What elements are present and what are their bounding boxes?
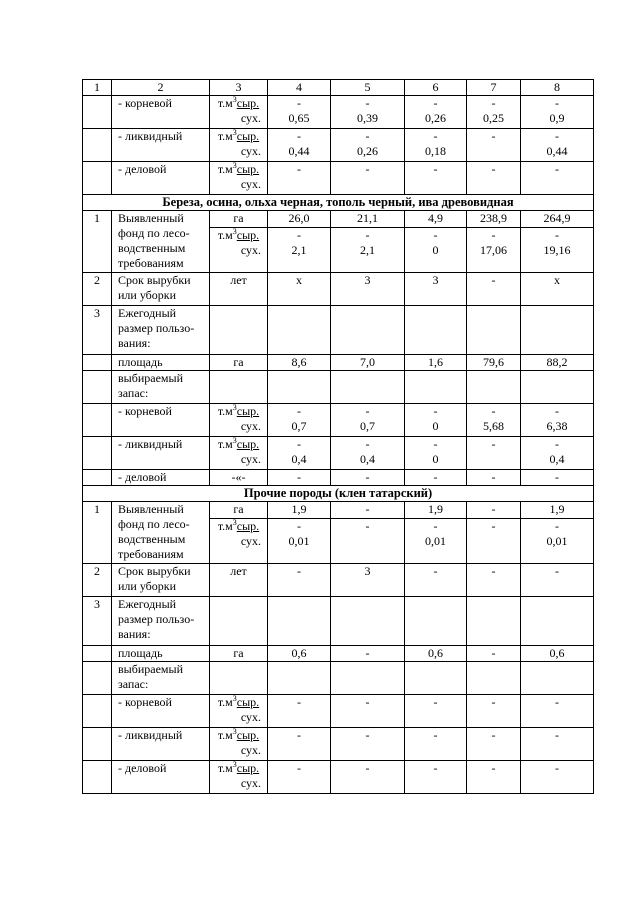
unit-suh: сух.	[240, 452, 261, 466]
value-cell: х	[268, 273, 331, 306]
cell-line: 6,38	[546, 419, 568, 433]
section-title: Прочие породы (клен татарский)	[83, 486, 594, 502]
row-number	[83, 728, 112, 761]
header-cell: 2	[112, 80, 210, 96]
value-cell: -	[331, 646, 405, 662]
cell-line: водственным	[118, 241, 186, 255]
cell-line: -	[297, 129, 301, 143]
value-cell: 79,6	[467, 355, 521, 371]
cell-line: вания:	[118, 627, 151, 641]
header-cell: 5	[331, 80, 405, 96]
cell-line: 0	[432, 452, 439, 466]
row-label	[112, 306, 210, 355]
unit-suh: сух.	[240, 776, 261, 790]
fund-row	[83, 502, 594, 519]
value-cell	[467, 404, 521, 437]
value-cell	[521, 437, 594, 470]
unit-tm	[210, 96, 268, 129]
cell-line: 0,4	[549, 452, 565, 466]
unit-syr: $т.м^3сыр$.	[217, 694, 260, 709]
cell-line: вания:	[118, 336, 151, 350]
cell-line: -	[433, 437, 438, 451]
value-cell: -	[521, 695, 594, 728]
unit-syr: $т.м^3сыр$.	[217, 727, 260, 742]
section-row	[83, 195, 594, 211]
value-cell	[268, 519, 331, 564]
value-cell	[405, 404, 467, 437]
value-cell: 8,6	[268, 355, 331, 371]
row-label	[112, 273, 210, 306]
cell-line: -	[297, 437, 301, 451]
cell-line: Срок вырубки	[118, 273, 191, 287]
cell-line: -	[433, 129, 438, 143]
value-cell	[405, 519, 467, 564]
value-cell	[331, 129, 405, 162]
cell-line: выбираемый	[118, 662, 183, 676]
cell-line: фонд по лесо-	[118, 226, 190, 240]
value-cell	[331, 437, 405, 470]
row-label	[112, 662, 210, 695]
value-cell: -	[268, 728, 331, 761]
value-cell	[268, 404, 331, 437]
cell-line: -	[433, 96, 438, 110]
value-cell: 1,9	[405, 502, 467, 519]
unit-tm	[210, 695, 268, 728]
unit-tm	[210, 728, 268, 761]
table-row	[83, 96, 594, 129]
fund-row	[83, 211, 594, 228]
unit-tm	[210, 437, 268, 470]
value-cell: -	[268, 695, 331, 728]
cell-line: водственным	[118, 532, 186, 546]
unit-suh: сух.	[240, 534, 261, 548]
value-cell: -	[405, 162, 467, 195]
cell-line: 0,44	[288, 144, 310, 158]
row-number: 3	[83, 597, 112, 646]
value-cell: -	[268, 162, 331, 195]
cell-line: 0,26	[357, 144, 378, 158]
value-cell: -	[467, 761, 521, 794]
cell-line: -	[365, 228, 370, 242]
value-cell	[405, 437, 467, 470]
cell-line: 17,06	[480, 243, 507, 257]
cell-line: -	[491, 129, 496, 143]
row-number	[83, 129, 112, 162]
row-label	[112, 564, 210, 597]
cell-line: -	[555, 228, 559, 242]
value-cell: 0,6	[405, 646, 467, 662]
value-cell: -	[331, 728, 405, 761]
value-cell	[521, 519, 594, 564]
unit-suh: сух.	[240, 111, 261, 125]
unit-syr: $т.м^3сыр$.	[217, 227, 260, 242]
row-label: - деловой	[112, 761, 210, 794]
cell-line: размер пользо-	[118, 321, 195, 335]
unit-tm	[210, 162, 268, 195]
value-cell: -	[331, 162, 405, 195]
unit-syr: $т.м^3сыр$.	[217, 403, 260, 418]
value-cell: 0,6	[268, 646, 331, 662]
value-cell: 21,1	[331, 211, 405, 228]
row-number	[83, 96, 112, 129]
cell-line: -	[555, 404, 559, 418]
annual-row	[83, 597, 594, 646]
stock-row	[83, 662, 594, 695]
row-number: 2	[83, 564, 112, 597]
unit-syr: $т.м^3сыр$.	[217, 436, 260, 451]
cell-line: 0,01	[425, 534, 446, 548]
row-label: - деловой	[112, 470, 210, 486]
value-cell: 3	[331, 564, 405, 597]
cell-line: -	[433, 228, 438, 242]
unit-ga: га	[210, 355, 268, 371]
value-cell: 1,6	[405, 355, 467, 371]
unit-tm	[210, 129, 268, 162]
value-cell: 3	[331, 273, 405, 306]
table-row	[83, 404, 594, 437]
cell-line: -	[491, 519, 496, 533]
value-cell: -	[268, 470, 331, 486]
stock-row	[83, 371, 594, 404]
value-cell: -	[331, 502, 405, 519]
cell-line: 5,68	[483, 419, 504, 433]
row-label: - корневой	[112, 404, 210, 437]
row-label: - ликвидный	[112, 129, 210, 162]
value-cell	[268, 96, 331, 129]
cell-line: -	[555, 96, 559, 110]
value-cell	[467, 228, 521, 273]
value-cell: -	[467, 564, 521, 597]
cell-line: Ежегодный	[118, 306, 177, 320]
cell-line: требованиям	[118, 256, 184, 270]
row-number: 3	[83, 306, 112, 355]
cell-line: 0,9	[549, 111, 565, 125]
value-cell	[268, 129, 331, 162]
cell-line: 19,16	[543, 243, 571, 257]
cell-line: Ежегодный	[118, 597, 177, 611]
section-row	[83, 486, 594, 502]
row-number: 2	[83, 273, 112, 306]
unit-let: лет	[210, 273, 268, 306]
cell-line: -	[491, 96, 496, 110]
table-row	[83, 728, 594, 761]
unit-ga: га	[210, 502, 268, 519]
row-number: 1	[83, 211, 112, 273]
forest-table	[82, 79, 594, 794]
unit-syr: $т.м^3сыр$.	[217, 760, 260, 775]
area-row	[83, 355, 594, 371]
cell-line: 0,4	[360, 452, 375, 466]
value-cell: 0,6	[521, 646, 594, 662]
unit-tm	[210, 404, 268, 437]
value-cell: -	[521, 470, 594, 486]
unit-let: лет	[210, 564, 268, 597]
cell-line: 0,7	[360, 419, 375, 433]
header-cell: 6	[405, 80, 467, 96]
unit-syr: $т.м^3сыр$.	[217, 128, 260, 143]
value-cell: 26,0	[268, 211, 331, 228]
value-cell	[405, 228, 467, 273]
cell-line: -	[491, 437, 496, 451]
unit-suh: сух.	[240, 710, 261, 724]
value-cell: 7,0	[331, 355, 405, 371]
value-cell: -	[521, 728, 594, 761]
value-cell: -	[405, 564, 467, 597]
row-label: - ликвидный	[112, 437, 210, 470]
unit-syr: $т.м^3сыр$.	[217, 518, 260, 533]
cell-line: -	[365, 96, 370, 110]
cell-line: 0,4	[291, 452, 307, 466]
row-label: - корневой	[112, 96, 210, 129]
term-row	[83, 273, 594, 306]
row-label: - корневой	[112, 695, 210, 728]
unit-suh: сух.	[240, 419, 261, 433]
value-cell	[467, 437, 521, 470]
cell-line: запас:	[118, 386, 149, 400]
value-cell	[521, 129, 594, 162]
value-cell	[331, 404, 405, 437]
value-cell	[521, 228, 594, 273]
value-cell	[331, 228, 405, 273]
cell-line: -	[365, 129, 370, 143]
value-cell	[467, 129, 521, 162]
cell-line: -	[297, 519, 301, 533]
value-cell: -	[268, 761, 331, 794]
value-cell: -	[467, 728, 521, 761]
value-cell: -	[467, 695, 521, 728]
row-number	[83, 695, 112, 728]
cell-line: фонд по лесо-	[118, 517, 190, 531]
cell-line: -	[365, 437, 370, 451]
unit-tm	[210, 228, 268, 273]
unit-tm	[210, 519, 268, 564]
cell-line: 0,25	[483, 111, 504, 125]
row-label: площадь	[112, 355, 210, 371]
value-cell: 1,9	[521, 502, 594, 519]
row-number	[83, 437, 112, 470]
value-cell: -	[467, 470, 521, 486]
row-label	[112, 211, 210, 273]
value-cell: -	[467, 273, 521, 306]
row-label	[112, 597, 210, 646]
unit-ditto: -«-	[210, 470, 268, 486]
cell-line: -	[365, 404, 370, 418]
cell-line: 0	[432, 419, 439, 433]
table-row	[83, 129, 594, 162]
row-label	[112, 502, 210, 564]
header-cell: 3	[210, 80, 268, 96]
value-cell: -	[331, 695, 405, 728]
cell-line: -	[491, 228, 496, 242]
value-cell: -	[331, 470, 405, 486]
value-cell: -	[467, 646, 521, 662]
wood-row	[83, 470, 594, 486]
value-cell: 3	[405, 273, 467, 306]
value-cell: -	[521, 564, 594, 597]
value-cell: -	[521, 761, 594, 794]
value-cell: -	[405, 728, 467, 761]
cell-line: -	[491, 404, 496, 418]
table-row	[83, 695, 594, 728]
value-cell: 4,9	[405, 211, 467, 228]
cell-line: или уборки	[118, 288, 177, 302]
cell-line: -	[555, 129, 559, 143]
cell-line: Выявленный	[118, 502, 184, 516]
cell-line: размер пользо-	[118, 612, 195, 626]
cell-line: 2,1	[360, 243, 375, 257]
cell-line: 0,18	[425, 144, 446, 158]
value-cell: -	[405, 761, 467, 794]
value-cell	[467, 519, 521, 564]
value-cell: -	[405, 695, 467, 728]
cell-line: -	[555, 519, 559, 533]
cell-line: 0,39	[357, 111, 378, 125]
value-cell: 238,9	[467, 211, 521, 228]
area-row	[83, 646, 594, 662]
row-label: площадь	[112, 646, 210, 662]
value-cell: -	[467, 502, 521, 519]
unit-ga: га	[210, 211, 268, 228]
unit-suh: сух.	[240, 743, 261, 757]
unit-ga: га	[210, 646, 268, 662]
cell-line: требованиям	[118, 547, 184, 561]
value-cell: 1,9	[268, 502, 331, 519]
cell-line: -	[433, 404, 438, 418]
header-cell: 8	[521, 80, 594, 96]
value-cell	[521, 96, 594, 129]
unit-suh: сух.	[240, 144, 261, 158]
value-cell: -	[268, 564, 331, 597]
table-row	[83, 437, 594, 470]
annual-row	[83, 306, 594, 355]
unit-syr: $т.м^3сыр$.	[217, 161, 260, 176]
cell-line: 0,7	[291, 419, 307, 433]
value-cell	[268, 228, 331, 273]
term-row	[83, 564, 594, 597]
cell-line: Выявленный	[118, 211, 184, 225]
header-cell: 7	[467, 80, 521, 96]
unit-suh: сух.	[240, 177, 261, 191]
cell-line: -	[297, 228, 301, 242]
row-label: - деловой	[112, 162, 210, 195]
value-cell	[331, 519, 405, 564]
value-cell	[331, 96, 405, 129]
value-cell	[268, 437, 331, 470]
value-cell: -	[405, 470, 467, 486]
value-cell: х	[521, 273, 594, 306]
value-cell: 88,2	[521, 355, 594, 371]
cell-line: -	[555, 437, 559, 451]
cell-line: -	[297, 96, 301, 110]
unit-suh: сух.	[240, 243, 261, 257]
value-cell	[405, 129, 467, 162]
cell-line: -	[297, 404, 301, 418]
row-number	[83, 404, 112, 437]
cell-line: 2,1	[291, 243, 307, 257]
cell-line: 0,44	[546, 144, 568, 158]
value-cell	[521, 404, 594, 437]
value-cell: -	[331, 761, 405, 794]
unit-syr: $т.м^3сыр$.	[217, 95, 260, 110]
value-cell	[467, 96, 521, 129]
cell-line: 0	[432, 243, 439, 257]
value-cell: -	[467, 162, 521, 195]
unit-tm	[210, 761, 268, 794]
cell-line: выбираемый	[118, 371, 183, 385]
row-number	[83, 162, 112, 195]
cell-line: или уборки	[118, 579, 177, 593]
cell-line: -	[365, 519, 370, 533]
cell-line: запас:	[118, 677, 149, 691]
value-cell: 264,9	[521, 211, 594, 228]
table-row	[83, 761, 594, 794]
header-row	[83, 80, 594, 96]
row-label: - ликвидный	[112, 728, 210, 761]
cell-line: Срок вырубки	[118, 564, 191, 578]
header-cell: 4	[268, 80, 331, 96]
cell-line: 0,65	[288, 111, 310, 125]
row-number: 1	[83, 502, 112, 564]
row-label	[112, 371, 210, 404]
value-cell: -	[521, 162, 594, 195]
table-row	[83, 162, 594, 195]
cell-line: 0,01	[546, 534, 568, 548]
section-title: Береза, осина, ольха черная, тополь черный, ива древовидная	[83, 195, 594, 211]
cell-line: 0,26	[425, 111, 446, 125]
header-cell: 1	[83, 80, 112, 96]
cell-line: -	[433, 519, 438, 533]
value-cell	[405, 96, 467, 129]
cell-line: 0,01	[288, 534, 310, 548]
row-number	[83, 761, 112, 794]
